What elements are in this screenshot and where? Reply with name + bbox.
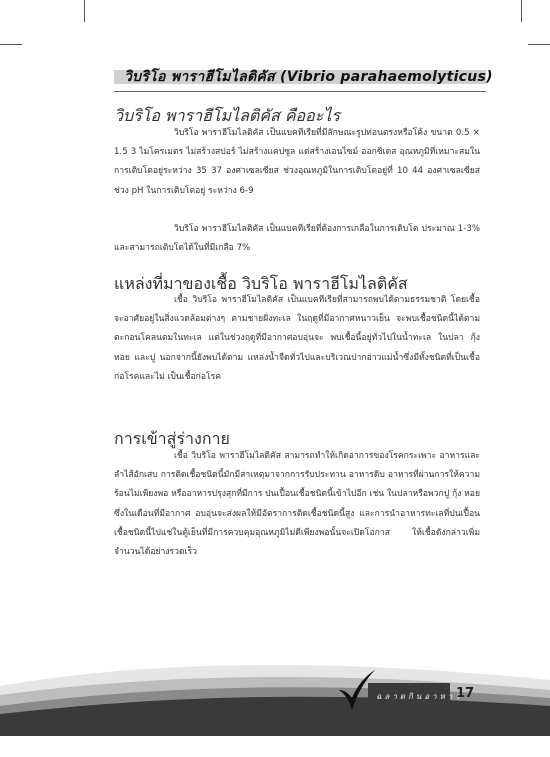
section-heading: การเข้าสู่ร่างกาย xyxy=(114,429,230,448)
page-title-bar xyxy=(114,64,493,90)
crop-mark xyxy=(0,44,22,45)
paragraph: เชื้อ วิบริโอ พาราฮีโมไลติคัส เป็นแบคทีเรียที่สามารถพบได้ตามธรรมชาติ โดยเชื้อจะอาศัยอยู่ในสิ่งแวดล้อมต่างๆ ตามชายฝั่งทะเล ในฤดูที่มีอากาศหนาวเย็น จะพบเชื้อชนิดนี้ได้ตามตะกอนโคลนตมในทะเล แต่ในช่วงฤดูที่มีอากาศอบอุ่นจะ พบเชื้อนี้อยู่ทั่วไปในน้ำทะเล ในปลา กุ้ง หอย และปู นอกจากนี้ยังพบได้ตาม แหล่งน้ำจืดทั่วไปและบริเวณปากอ่าวแม่น้ำซึ่งมีทั้งชนิดที่เป็นเชื้อก่อโรคและไม่ เป็นเชื้อก่อโรค xyxy=(114,295,480,382)
paragraph: เชื้อ วิบริโอ พาราฮีโมไลติคัส สามารถทำให้เกิดอาการของโรคกระเพาะ อาหารและลำไส้อักเสบ การติดเชื้อชนิดนี้มักมีสาเหตุมาจากการรับประทาน อาหารดิบ อาหารที่ผ่านการให้ความร้อนไม่เพียงพอ หรืออาหารปรุงสุกที่มีการ ปนเปื้อนเชื้อชนิดนี้เข้าไปอีก เช่น ในปลาหรือพวกปู กุ้ง หอย ซึ่งในเดือนที่มีอากาศ อบอุ่นจะส่งผลให้มีอัตราการติดเชื้อชนิดนี้สูง และการนำอาหารทะเลที่ปนเปื้อน เชื้อชนิดนี้ไปแช่ในตู้เย็นที่มีการควบคุมอุณหภูมิไม่ดีเพียงพอนั้นจะเปิดโอกาส ให้เชื้อดังกล่าวเพิ่มจำนวนได้อย่างรวดเร็ว xyxy=(114,451,480,558)
section-heading: แหล่งที่มาของเชื้อ วิบริโอ พาราฮีโมไลติคัส xyxy=(114,274,408,293)
page-title: วิบริโอ พาราฮีโมไลติคัส (Vibrio parahaemolyticus) xyxy=(124,69,493,85)
crop-mark xyxy=(528,44,550,45)
crop-mark xyxy=(521,0,522,22)
paragraph: วิบริโอ พาราฮีโมไลติคัส เป็นแบคทีเรียที่ต้องการเกลือในการเติบโต ประมาณ 1-3% และสามารถเติบโตได้ในที่มีเกลือ 7% xyxy=(114,224,480,254)
footer-label: ฉลาดกินอาหาร xyxy=(376,692,463,701)
crop-mark xyxy=(84,0,85,22)
paragraph: วิบริโอ พาราฮีโมไลติคัส เป็นแบคทีเรียที่มีลักษณะรูปท่อนตรงหรือโค้ง ขนาด 0.5 × 1.5 3 ไมโครเมตร ไม่สร้างสปอร์ ไม่สร้างแคปซูล แต่สร้างเอนไซม์ ออกซิเดส อุณหภูมิที่เหมาะสมในการเติบโตอยู่ระหว่าง 35 37 องศาเซลเซียส ช่วงอุณหภูมิในการเติบโตอยู่ที่ 10 44 องศาเซลเซียส ช่วง pH ในการเติบโตอยู่ ระหว่าง 6-9 xyxy=(114,128,480,196)
section-heading: วิบริโอ พาราฮีโมไลติคัส คืออะไร xyxy=(114,106,340,125)
title-underline xyxy=(114,91,486,92)
checkmark-icon xyxy=(337,668,377,714)
page-number: 17 xyxy=(456,686,475,701)
